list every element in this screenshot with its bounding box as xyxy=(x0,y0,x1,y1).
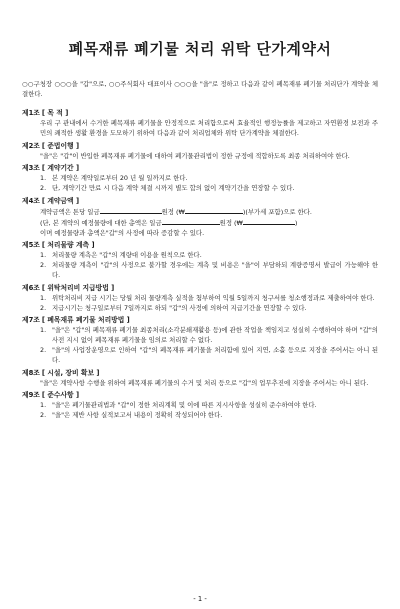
numbered-item xyxy=(22,400,378,410)
amount-text: 원정 (₩ xyxy=(161,207,185,216)
amount-text: ) xyxy=(294,218,298,227)
amount-line-2 xyxy=(22,217,378,228)
numbered-item xyxy=(22,303,378,313)
article-heading xyxy=(22,390,378,400)
item-marker: 2. xyxy=(40,261,47,269)
item-marker: 2. xyxy=(40,346,47,354)
article-title: [ 처리물량 계측 ] xyxy=(41,241,95,249)
article-title: [ 시설, 장비 확보 ] xyxy=(41,368,100,377)
numbered-item xyxy=(22,173,378,183)
article-number: 제8조 xyxy=(22,368,40,377)
article-paragraph: 우리 구 관내에서 수거한 폐목재류 폐기물을 안정적으로 처리함으로써 효율적인 행정능률을 제고하고 자연환경 보전과 주민의 쾌적한 생활 환경을 도모하기 위하여 다음과 같이 처리업체와 위탁 단가계약을 체결한다. xyxy=(40,119,378,137)
item-marker: 2. xyxy=(40,411,47,419)
page-number: - 1 - xyxy=(193,595,207,603)
article-title: [ 준법이행 ] xyxy=(41,141,80,150)
item-marker: 1. xyxy=(40,326,47,334)
item-text: 단, 계약기간 만료 시 다음 계약 체결 시까지 별도 합의 없이 계약기간을 연장할 수 있다. xyxy=(52,184,295,192)
item-text: "을"은 폐기물관리법과 "갑"이 정한 처리계획 및 이에 따른 지시사항을 성실히 준수하여야 한다. xyxy=(52,401,317,409)
article-number: 제5조 xyxy=(22,241,40,249)
article-3 xyxy=(22,163,378,193)
article-8 xyxy=(22,368,378,388)
article-title: [ 위탁처리비 지급방법 ] xyxy=(41,283,115,292)
numbered-item xyxy=(22,325,378,345)
article-heading xyxy=(22,141,378,151)
amount-line-1 xyxy=(22,206,378,217)
amount-text: )(부가세 포함)으로 한다. xyxy=(242,207,312,216)
item-marker: 1. xyxy=(40,174,47,182)
item-text: 처리물량 계측은 "갑"의 계량대 이용을 원칙으로 한다. xyxy=(52,251,202,259)
article-paragraph: "을"은 "갑"이 반입한 폐목재류 폐기물에 대하여 폐기물관리법이 정한 규정에 적합하도록 최종 처리하여야 한다. xyxy=(40,151,350,160)
article-5 xyxy=(22,240,378,280)
numbered-item xyxy=(22,345,378,365)
article-9 xyxy=(22,390,378,420)
article-title: [ 목 적 ] xyxy=(41,109,69,117)
article-1 xyxy=(22,108,378,138)
article-heading xyxy=(22,163,378,173)
amount-line-3: 이며 예정물량과 총액은"갑"의 사정에 따라 증감할 수 있다. xyxy=(40,228,205,237)
article-title: [ 계약금액 ] xyxy=(41,196,80,205)
articles-container xyxy=(22,108,378,420)
article-7 xyxy=(22,315,378,365)
item-marker: 1. xyxy=(40,293,47,302)
numbered-item xyxy=(22,260,378,280)
article-heading xyxy=(22,283,378,293)
item-text: "을"은 제반 사항 실적보고서 내용이 정확히 작성되어야 한다. xyxy=(52,411,223,419)
article-2 xyxy=(22,141,378,161)
article-6 xyxy=(22,283,378,313)
article-number: 제2조 xyxy=(22,141,40,150)
article-title: [ 준수사항 ] xyxy=(41,391,80,399)
article-heading xyxy=(22,368,378,378)
article-heading xyxy=(22,196,378,206)
article-heading xyxy=(22,240,378,250)
item-marker: 2. xyxy=(40,184,47,192)
item-text: 본 계약은 계약일로부터 20 년 월 일까지로 한다. xyxy=(52,174,188,182)
item-marker: 1. xyxy=(40,401,47,409)
item-text: "을"의 사업장운영으로 인하여 "갑"의 폐목재류 폐기물을 처리함에 있어 지연, 소홀 등으로 지장을 주어서는 아니 된다. xyxy=(52,346,378,364)
article-title: [ 폐목재류 폐기물 처리방법 ] xyxy=(41,316,130,324)
amount-text: (단, 본 계약의 예정물량에 대한 총액은 일금 xyxy=(40,218,162,227)
article-number: 제4조 xyxy=(22,196,40,205)
item-text: 위탁처리비 지급 시기는 당월 처리 물량계측 실적을 첨부하여 익월 5일까지 청구서를 청소행정과로 제출하여야 한다. xyxy=(52,293,375,302)
article-number: 제6조 xyxy=(22,283,40,292)
article-number: 제1조 xyxy=(22,109,40,117)
article-heading xyxy=(22,108,378,118)
numbered-item xyxy=(22,410,378,420)
amount-text: 원정 (₩ xyxy=(219,218,243,227)
amount-blank xyxy=(162,217,220,225)
amount-blank xyxy=(100,206,162,214)
article-heading xyxy=(22,315,378,325)
article-number: 제7조 xyxy=(22,316,40,324)
amount-blank xyxy=(185,206,243,214)
numbered-item xyxy=(22,183,378,193)
item-text: "을"은 "갑"의 폐목재류 폐기물 최종처리(소각분쇄재활용 등)에 관한 작업을 책임지고 성실히 수행하여야 하며 "갑"의 사전 지시 없이 폐목재류 폐기물을 임의로 처리할 수 없다. xyxy=(52,326,378,344)
item-marker: 1. xyxy=(40,251,47,259)
item-text: 처리물량 계측이 "갑"의 사정으로 불가할 경우에는 계측 및 비용은 "을"이 부담하되 계량증명서 발급이 가능해야 한다. xyxy=(52,261,378,279)
amount-text: 계약금액은 톤당 일금 xyxy=(40,207,100,216)
article-number: 제3조 xyxy=(22,164,40,172)
article-title: [ 계약기간 ] xyxy=(41,164,80,172)
numbered-item xyxy=(22,250,378,260)
document-title: 폐목재류 폐기물 처리 위탁 단가계약서 xyxy=(68,40,332,58)
article-number: 제9조 xyxy=(22,391,40,399)
item-marker: 2. xyxy=(40,303,47,312)
item-text: 지급시기는 청구일로부터 7일까지로 하되 "갑"의 사정에 의하여 지급기간을 연장할 수 있다. xyxy=(52,303,307,312)
numbered-item xyxy=(22,293,378,303)
article-paragraph: "을"은 계약사항 수행을 위하여 폐목재류 폐기물의 수거 및 처리 등으로 "갑"의 업무추진에 지장을 주어서는 아니 된다. xyxy=(40,378,369,387)
article-4 xyxy=(22,196,378,238)
document-intro: ○○구청장 ○○○을 "갑"으로, ○○주식회사 대표이사 ○○○을 "을"로 정하고 다음과 같이 폐목재류 폐기물 처리단가 계약을 체결한다. xyxy=(22,80,378,98)
amount-blank xyxy=(243,217,295,225)
